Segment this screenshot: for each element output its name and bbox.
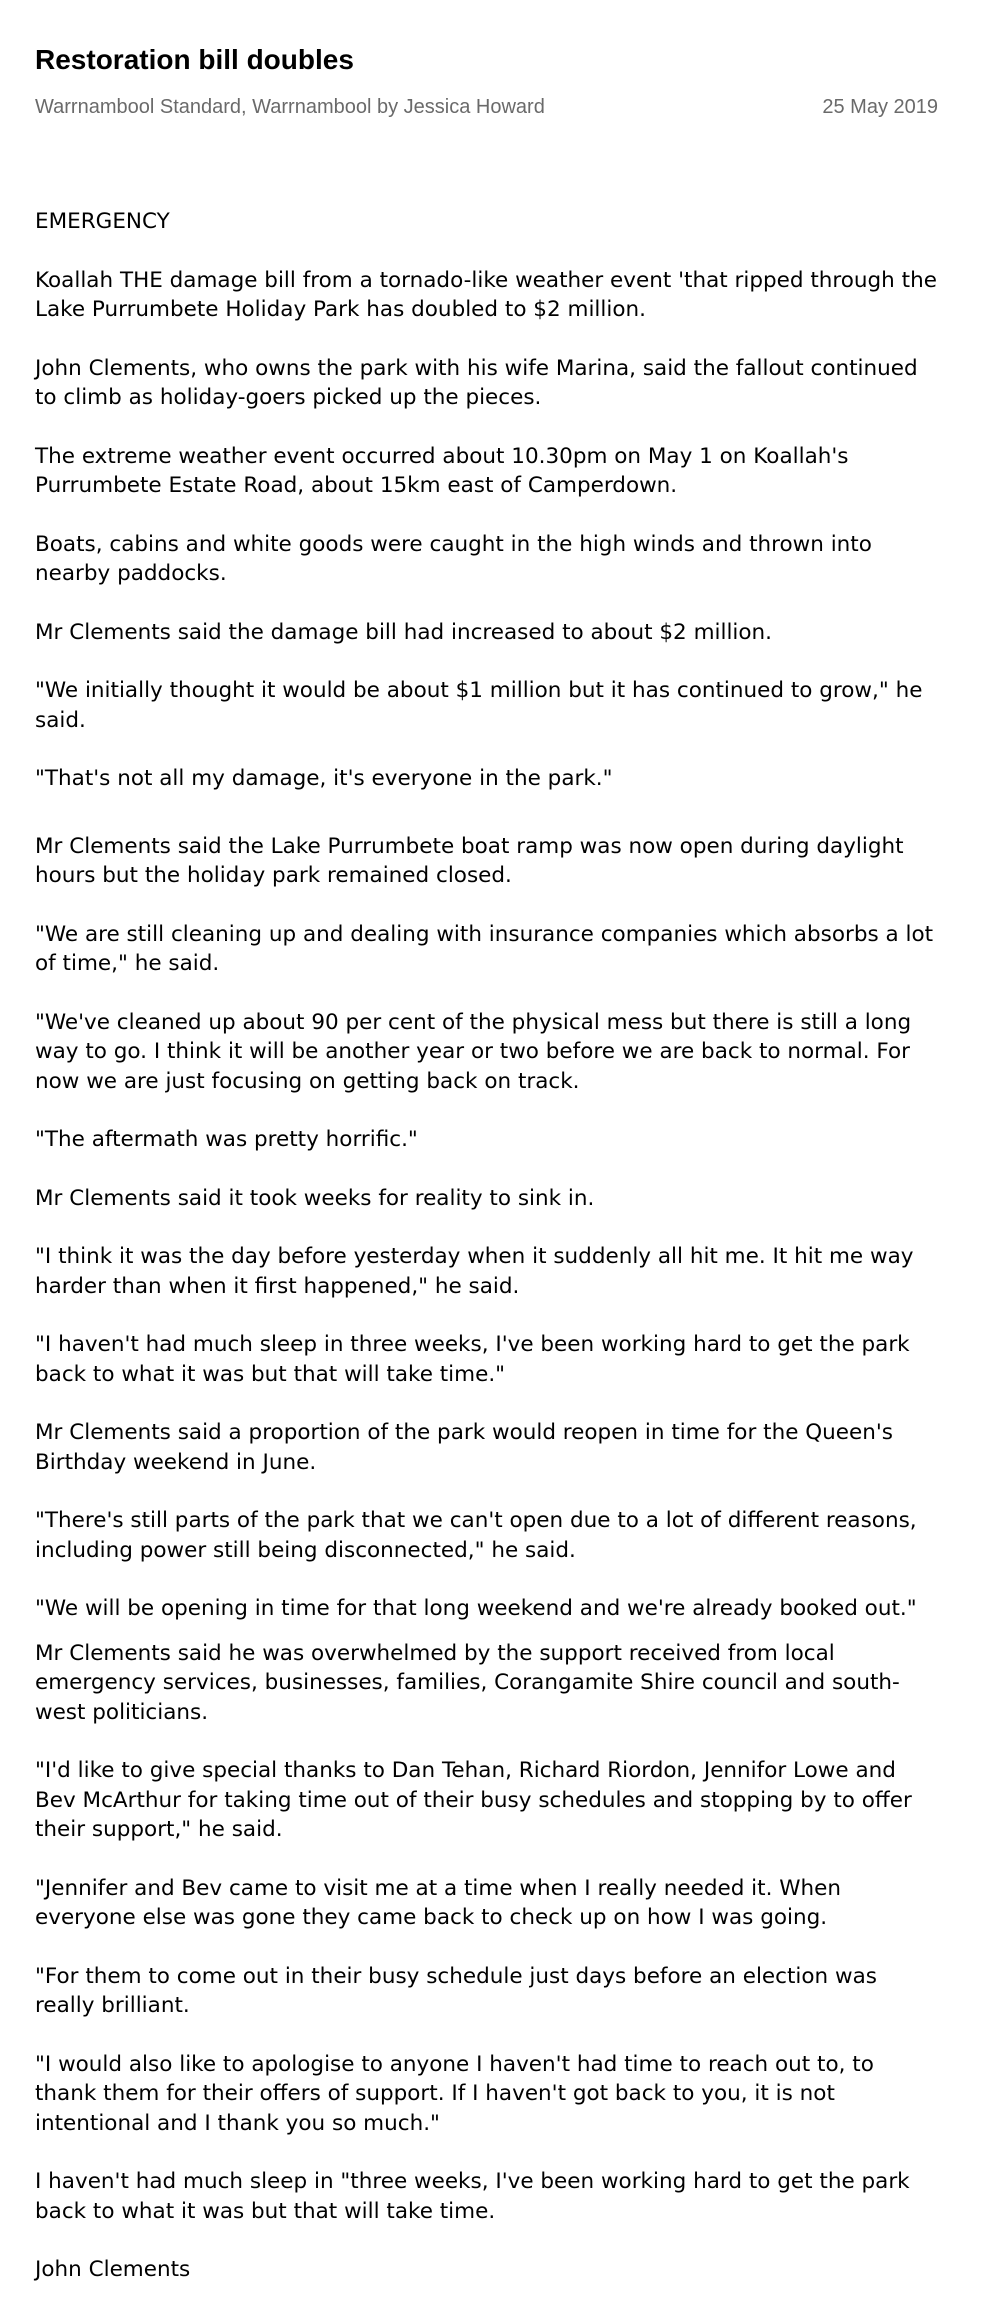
paragraph: Boats, cabins and white goods were caught in the high winds and thrown into nearby paddocks.: [35, 531, 872, 586]
paragraph: "I would also like to apologise to anyone I haven't had time to reach out to, to thank them for their offers of support. If I haven't got back to you, it is not intentional and I thank you so much.": [35, 2051, 874, 2136]
paragraph: "For them to come out in their busy schedule just days before an election was really brilliant.: [35, 1963, 877, 2018]
paragraph: "Jennifer and Bev came to visit me at a time when I really needed it. When everyone else was gone they came back to check up on how I was going.: [35, 1875, 841, 1930]
paragraph: Koallah THE damage bill from a tornado-like weather event 'that ripped through the Lake Purrumbete Holiday Park has doubled to $2 million.: [35, 267, 937, 322]
paragraph: I haven't had much sleep in "three weeks, I've been working hard to get the park back to what it was but that will take time.: [35, 2169, 910, 2224]
paragraph: Mr Clements said the Lake Purrumbete boat ramp was now open during daylight hours but the holiday park remained closed.: [35, 833, 904, 888]
paragraph: "There's still parts of the park that we can't open due to a lot of different reasons, including power still being disconnected," he said.: [35, 1508, 917, 1563]
paragraph: John Clements, who owns the park with his wife Marina, said the fallout continued to climb as holiday-goers picked up the pieces.: [35, 355, 918, 410]
paragraph: Mr Clements said the damage bill had increased to about $2 million.: [35, 619, 773, 645]
paragraph: "We are still cleaning up and dealing with insurance companies which absorbs a lot of time," he said.: [35, 921, 934, 976]
paragraph: The extreme weather event occurred about 10.30pm on May 1 on Koallah's Purrumbete Estate Road, about 15km east of Camperdown.: [35, 443, 849, 498]
paragraph-signature: John Clements: [35, 2257, 191, 2282]
paragraph: "I'd like to give special thanks to Dan Tehan, Richard Riordon, Jennifor Lowe and Bev McArthur for taking time out of their busy schedules and stopping by to offer their support," he said.: [35, 1758, 912, 1842]
paragraph: "We initially thought it would be about $1 million but it has continued to grow," he said.: [35, 678, 923, 733]
paragraph: Mr Clements said it took weeks for reality to sink in.: [35, 1185, 595, 1211]
paragraph-kicker: EMERGENCY: [35, 209, 170, 234]
paragraph: Mr Clements said he was overwhelmed by the support received from local emergency services, businesses, families, Corangamite Shire council and south-west politicians.: [35, 1640, 900, 1725]
publish-date: 25 May 2019: [822, 96, 938, 118]
article-body: [35, 207, 940, 2285]
paragraph: "I haven't had much sleep in three weeks, I've been working hard to get the park back to what it was but that will take time.": [35, 1332, 910, 1387]
paragraph: Mr Clements said a proportion of the park would reopen in time for the Queen's Birthday weekend in June.: [35, 1420, 893, 1475]
paragraph: "I think it was the day before yesterday when it suddenly all hit me. It hit me way harder than when it first happened," he said.: [35, 1244, 914, 1299]
article-headline: Restoration bill doubles: [35, 44, 354, 75]
paragraph: "We've cleaned up about 90 per cent of the physical mess but there is still a long way to go. I think it will be another year or two before we are back to normal. For now we are just focusing on getting back on track.: [35, 1009, 912, 1094]
source-byline: Warrnambool Standard, Warrnambool by Jessica Howard: [35, 96, 545, 118]
paragraph: "The aftermath was pretty horrific.": [35, 1127, 418, 1152]
article-meta: [35, 96, 938, 122]
paragraph: "We will be opening in time for that long weekend and we're already booked out.": [35, 1596, 917, 1621]
paragraph: "That's not all my damage, it's everyone in the park.": [35, 766, 613, 791]
